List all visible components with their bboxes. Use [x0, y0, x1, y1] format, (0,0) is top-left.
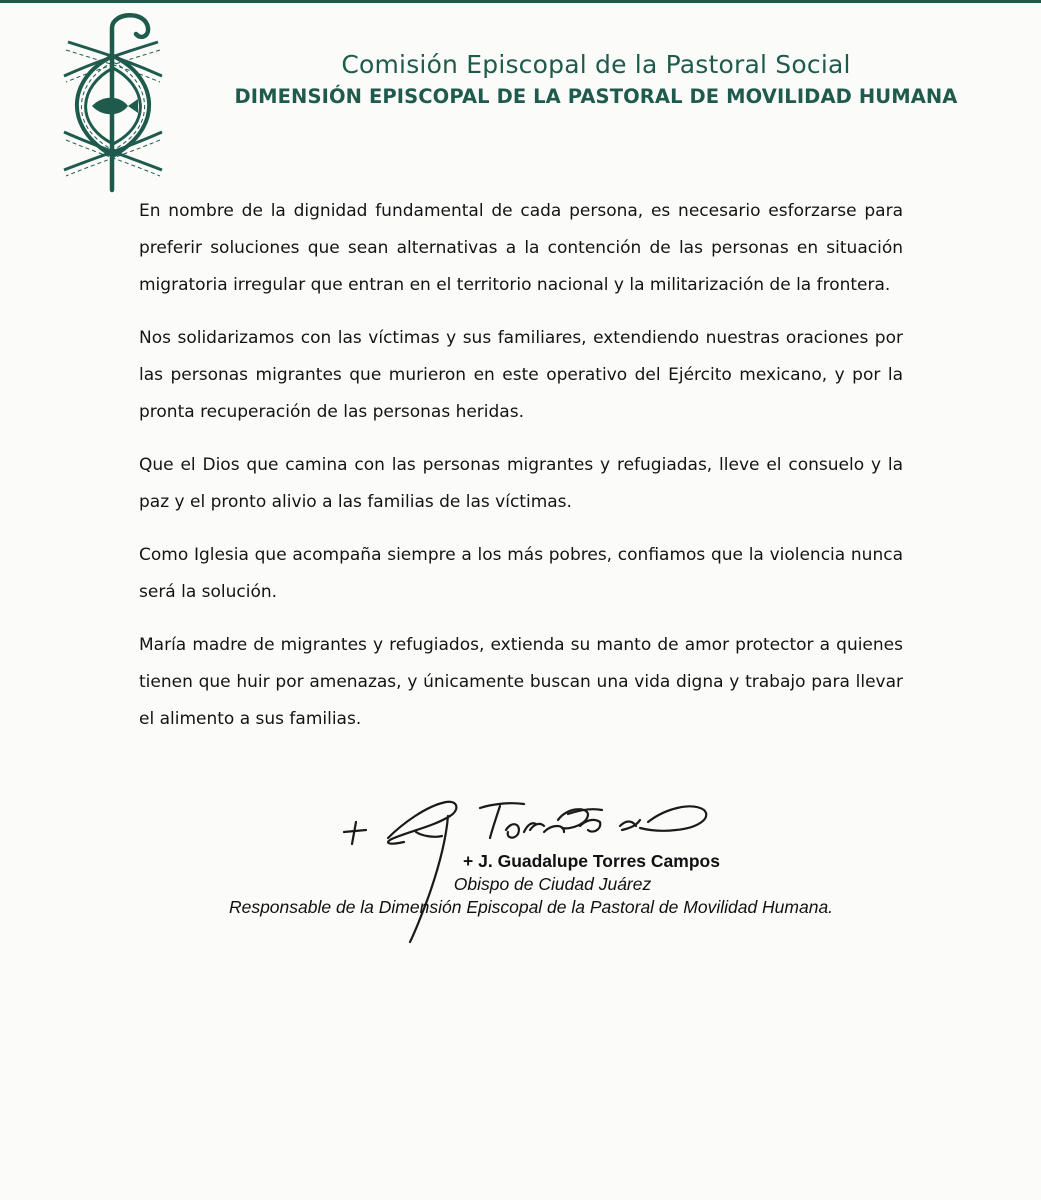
paragraph-1: En nombre de la dignidad fundamental de cada persona, es necesario esforzarse para preferir soluciones que sean alternativas a la contención de las personas en situación migratoria irregular que entran en el territorio nacional y la militarización de la frontera.: [139, 201, 903, 295]
letterhead: [186, 50, 1006, 111]
top-rule: [0, 0, 1041, 3]
signature-block: [100, 850, 960, 919]
paragraph-4: Como Iglesia que acompaña siempre a los más pobres, confiamos que la violencia nunca será la solución.: [139, 545, 903, 602]
pastoral-movilidad-logo-icon: [52, 6, 174, 194]
paragraph-2: Nos solidarizamos con las víctimas y sus familiares, extendiendo nuestras oraciones por las personas migrantes que murieron en este operativo del Ejército mexicano, y por la pronta recuperación de las personas heridas.: [139, 328, 903, 422]
dimension-name: DIMENSIÓN EPISCOPAL DE LA PASTORAL DE MOVILIDAD HUMANA: [234, 85, 958, 108]
signatory-role: Responsable de la Dimensión Episcopal de la Pastoral de Movilidad Humana.: [228, 897, 834, 917]
paragraph-3: Que el Dios que camina con las personas migrantes y refugiadas, lleve el consuelo y la paz y el pronto alivio a las familias de las víctimas.: [139, 455, 903, 512]
letter-body: [139, 193, 903, 754]
organization-name: Comisión Episcopal de la Pastoral Social: [341, 50, 851, 79]
signatory-title: Obispo de Ciudad Juárez: [453, 874, 652, 894]
signatory-name: + J. Guadalupe Torres Campos: [463, 851, 720, 871]
paragraph-5: María madre de migrantes y refugiados, extienda su manto de amor protector a quienes tienen que huir por amenazas, y únicamente buscan una vida digna y trabajo para llevar el alimento a sus familias.: [139, 635, 903, 729]
